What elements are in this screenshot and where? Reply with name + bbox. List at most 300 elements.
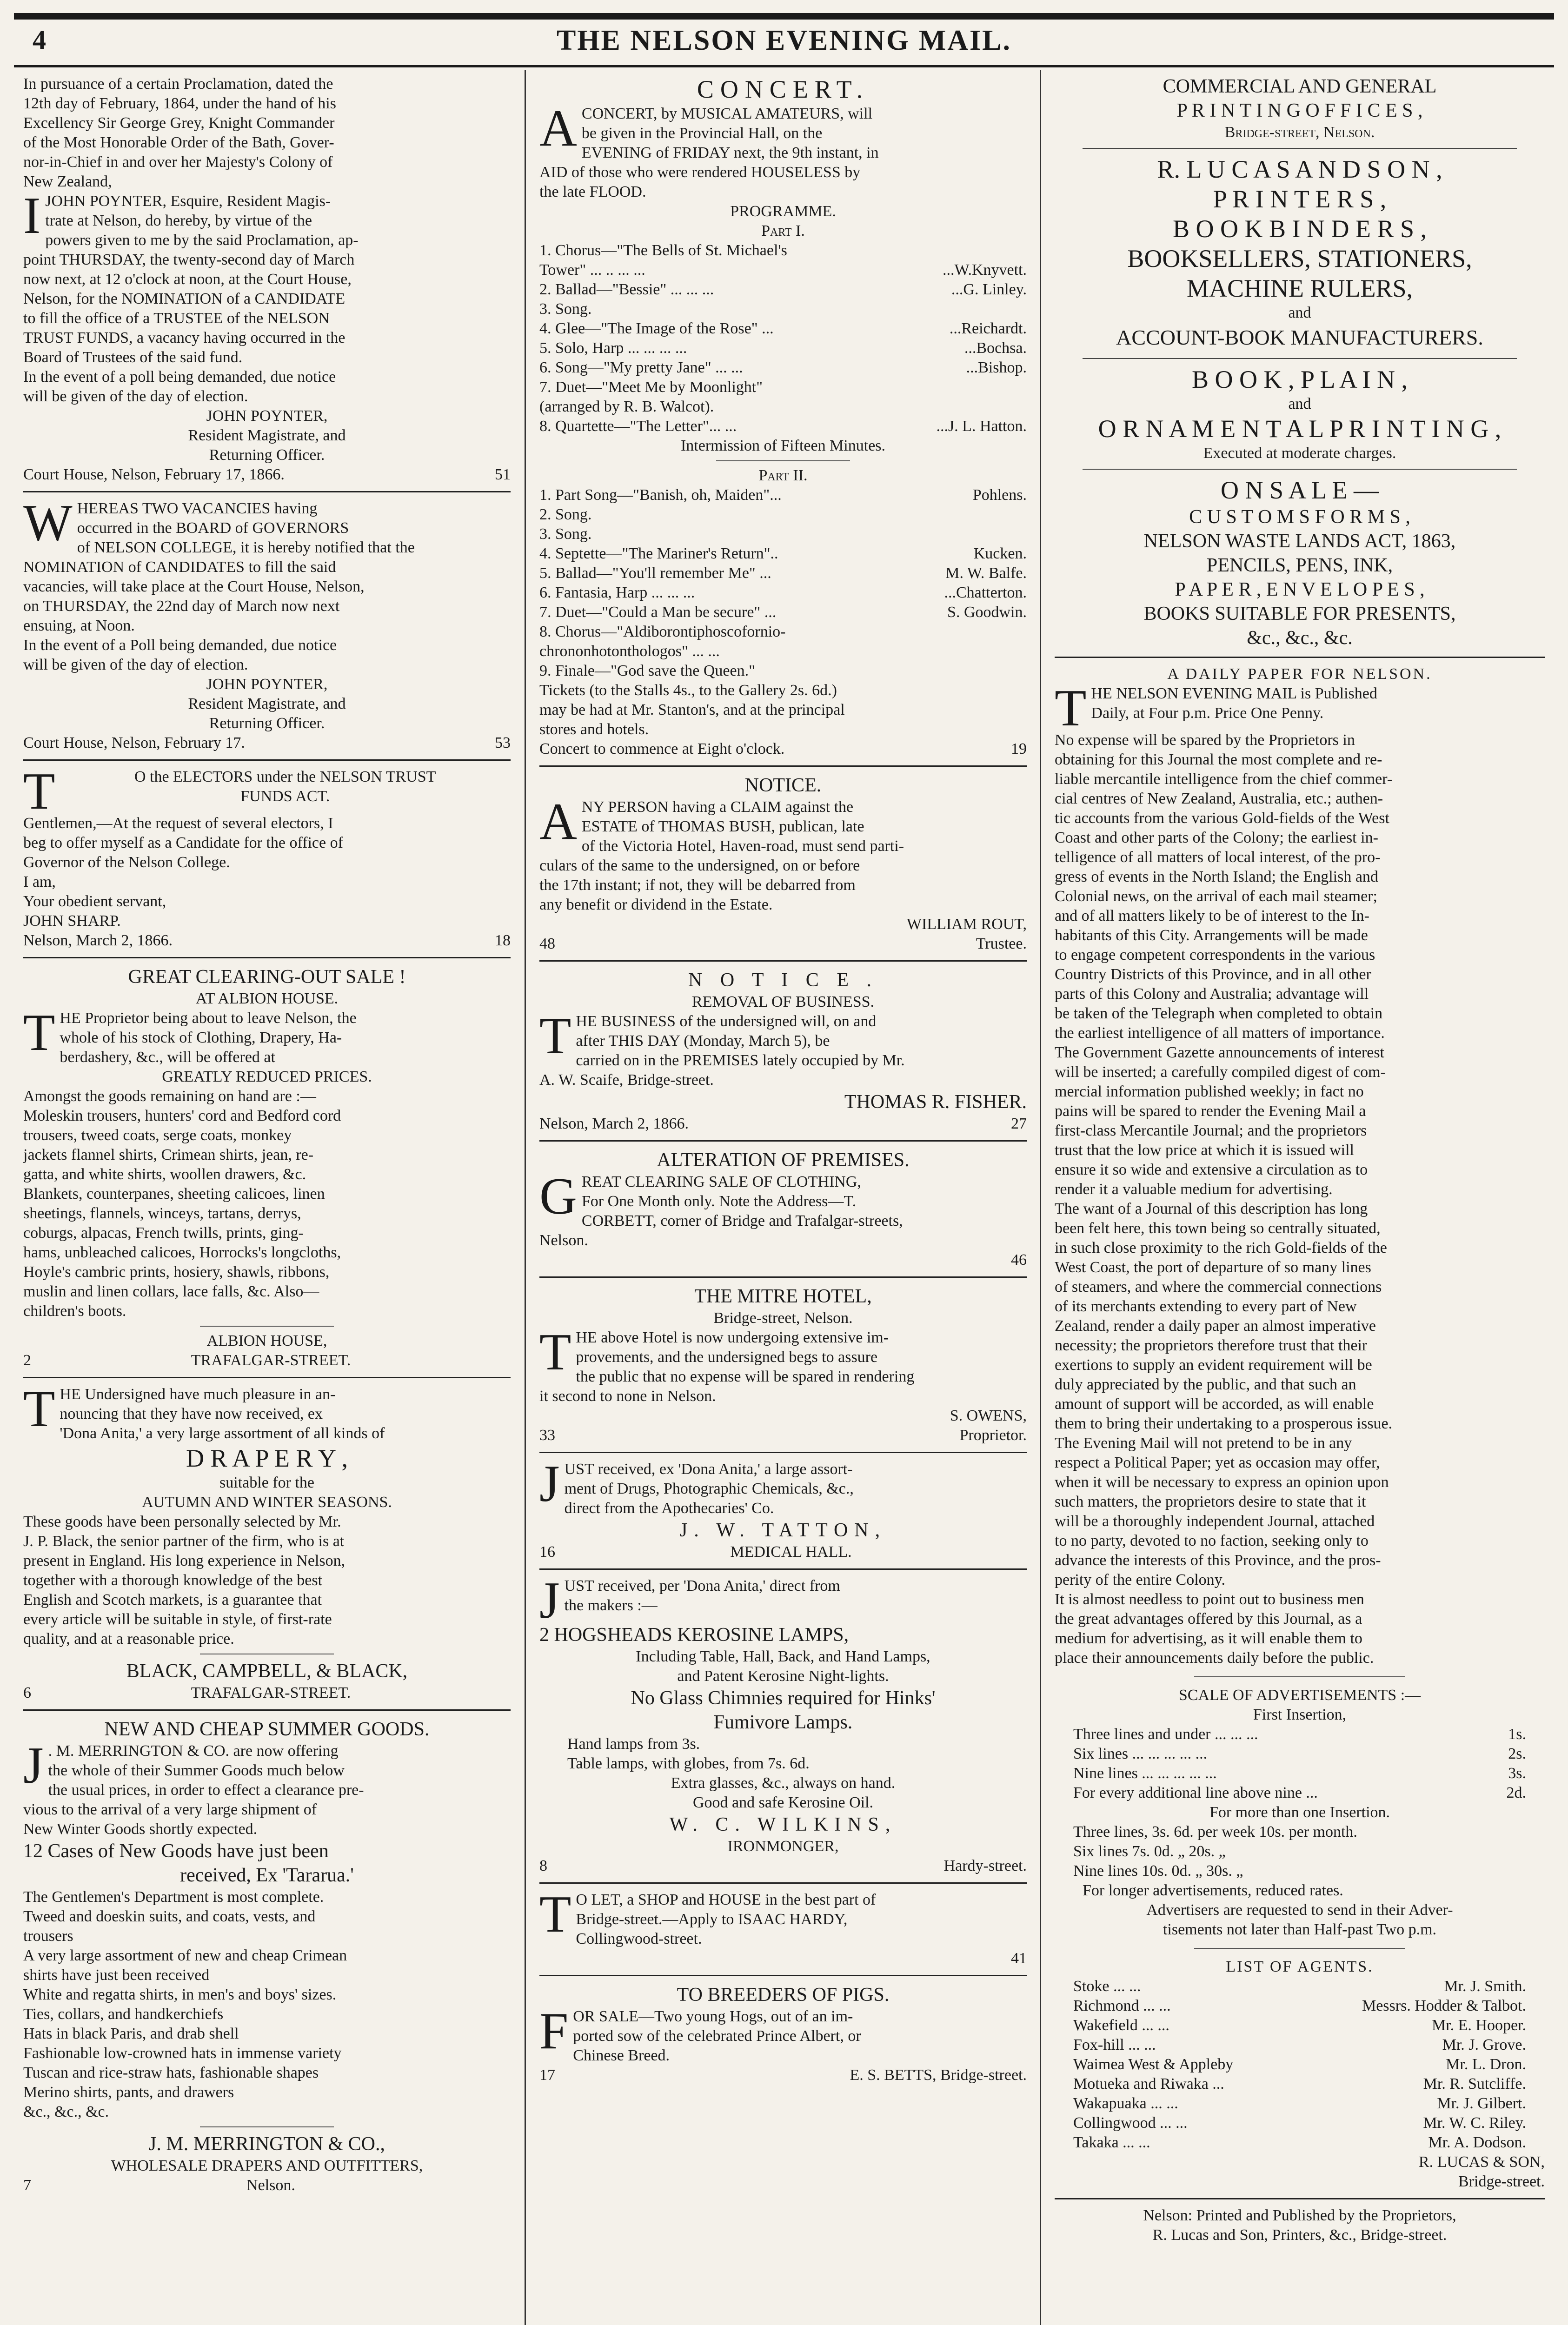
footer: 48 Trustee.	[539, 935, 1027, 952]
rate-line: Three lines, 3s. 6d. per week 10s. per month.	[1073, 1823, 1357, 1840]
cell: Motueka and Riwaka ...	[1073, 2075, 1224, 2092]
body-line: gress of events in the North Island; the English and	[1055, 868, 1378, 885]
body-line: exertions to supply an evident requirement will be	[1055, 1356, 1372, 1374]
cell: Mr. W. C. Riley.	[1423, 2114, 1526, 2132]
imprint	[1055, 2206, 1545, 2245]
signature	[23, 675, 511, 733]
body-line: NOMINATION of CANDIDATES to fill the said	[23, 558, 336, 576]
footer: Court House, Nelson, February 17, 1866. 51	[23, 466, 511, 483]
body-line: respect a Political Paper; yet as occasion may offer,	[1055, 1454, 1380, 1471]
short-rule	[1194, 1676, 1405, 1677]
drop-cap: T	[23, 1380, 55, 1438]
body-line: the great advantages offered by this Journal, as a	[1055, 1610, 1362, 1628]
drop-cap: T	[539, 1007, 571, 1065]
body-line: it second to none in Nelson.	[539, 1388, 716, 1405]
drop-cap: T	[1055, 679, 1087, 737]
body-line: been felt here, this town being so centrally situated,	[1055, 1220, 1381, 1237]
drop-cap: W	[23, 494, 73, 552]
cell: Wakapuaka ... ...	[1073, 2095, 1178, 2112]
body-line: In the event of a Poll being demanded, due notice	[23, 637, 337, 654]
request-line: tisements not later than Half-past Two p.m.	[1163, 1921, 1437, 1938]
body-line: amount of support will be accorded, as will enable	[1055, 1395, 1374, 1413]
imprint-line: Nelson: Printed and Published by the Proprietors,	[1143, 2207, 1456, 2224]
body-line: For One Month only. Note the Address—T.	[581, 1193, 857, 1210]
body-line: liable mercantile intelligence from the chief commer-	[1055, 771, 1393, 788]
body-line: provements, and the undersigned begs to assure	[576, 1348, 878, 1366]
tickets-line: may be had at Mr. Stanton's, and at the principal	[539, 701, 845, 718]
goods-line: coburgs, alpacas, French twills, prints, ging-	[23, 1224, 304, 1242]
ad-title: TO BREEDERS OF PIGS.	[677, 1984, 890, 2006]
college-ad	[23, 494, 511, 753]
body-line: vacancies, will take place at the Court House, Nelson,	[23, 578, 365, 595]
cell: Mr. J. Gilbert.	[1437, 2095, 1526, 2112]
divider	[539, 960, 1027, 962]
body-line: AID of those who were rendered HOUSELESS by	[539, 164, 861, 181]
cell: Stoke ... ...	[1073, 1978, 1141, 1995]
goods-line: &c., &c., &c.	[23, 2103, 109, 2120]
body-line: O LET, a SHOP and HOUSE in the best part of	[576, 1891, 876, 1908]
ad-subtitle: REMOVAL OF BUSINESS.	[691, 993, 875, 1010]
body-line: J. P. Black, the senior partner of the firm, who is at	[23, 1533, 345, 1550]
trade-line: MACHINE RULERS,	[1186, 274, 1413, 302]
body-line: vious to the arrival of a very large shipment of	[23, 1801, 317, 1818]
programme-item	[539, 544, 1027, 564]
signature-line: Resident Magistrate, and	[188, 695, 346, 712]
cell: Messrs. Hodder & Talbot.	[1362, 1997, 1526, 2014]
longer-ads: For longer advertisements, reduced rates.	[1083, 1882, 1343, 1899]
footer: 33 Proprietor.	[539, 1427, 1027, 1444]
first-insertion: First Insertion,	[1253, 1706, 1347, 1723]
drop-cap: J	[539, 1572, 560, 1629]
proclamation-ad	[23, 74, 511, 485]
body-line: HE NELSON EVENING MAIL is Published	[1091, 685, 1377, 702]
cell: 7. Duet—"Could a Man be secure" ...	[539, 604, 777, 621]
body-line: point THURSDAY, the twenty-second day of March	[23, 251, 355, 268]
trade-line: BOOKSELLERS, STATIONERS,	[1127, 245, 1472, 272]
top-rule	[14, 13, 1554, 20]
body-line: after THIS DAY (Monday, March 5), be	[576, 1032, 830, 1050]
body-line: to engage competent correspondents in the various	[1055, 946, 1375, 963]
goods-line: Tweed and doeskin suits, and coats, vests, and	[23, 1908, 316, 1925]
ad-title: CONCERT.	[697, 75, 870, 103]
body-line: HE Proprietor being about to leave Nelson, the	[60, 1010, 357, 1027]
cell: 2. Ballad—"Bessie" ... ... ...	[539, 281, 714, 298]
body-line: The want of a Journal of this description has long	[1055, 1200, 1368, 1217]
cell: chrononhotonthologos" ... ...	[539, 643, 720, 660]
body-line: the late FLOOD.	[539, 183, 646, 200]
body-line: 'Dona Anita,' a very large assortment of all kinds of	[60, 1425, 385, 1442]
albion-sale-ad	[23, 965, 511, 1370]
ad-title: COMMERCIAL AND GENERAL	[1163, 76, 1437, 97]
agent-row	[1073, 2113, 1526, 2133]
cell: 7. Duet—"Meet Me by Moonlight"	[539, 379, 763, 396]
footer: 8 Hardy-street.	[539, 1857, 1027, 1874]
agent-row	[1073, 1996, 1526, 2016]
ad-title: N O T I C E .	[688, 970, 878, 991]
signature-line: Resident Magistrate, and	[188, 427, 346, 444]
request-line: Advertisers are requested to send in their Adver-	[1146, 1901, 1453, 1919]
body-line: the usual prices, in order to effect a clearance pre-	[48, 1781, 364, 1799]
drapery-heading: D R A P E R Y ,	[186, 1444, 348, 1472]
footer: 16 MEDICAL HALL.	[539, 1543, 852, 1561]
goods-line: sheetings, flannels, winceys, tartans, derrys,	[23, 1205, 301, 1222]
goods-line: jackets flannel shirts, Crimean shirts, jean, re-	[23, 1146, 314, 1163]
body-line: HE above Hotel is now undergoing extensive im-	[576, 1329, 889, 1346]
body-line: In the event of a poll being demanded, due notice	[23, 368, 336, 385]
body-line: beg to offer myself as a Candidate for the office of	[23, 834, 343, 851]
body-line: HEREAS TWO VACANCIES having	[77, 500, 318, 517]
rate-line: Nine lines 10s. 0d. „ 30s. „	[1073, 1862, 1243, 1880]
body-line: be taken of the Telegraph when completed to obtain	[1055, 1005, 1383, 1022]
footer: Nelson, March 2, 1866. 18	[23, 932, 511, 949]
body-line: powers given to me by the said Proclamation, ap-	[45, 232, 359, 249]
body-line: Coast and other parts of the Colony; the earliest in-	[1055, 829, 1378, 846]
body-line: Nelson, for the NOMINATION of a CANDIDATE	[23, 290, 345, 307]
body-line: on THURSDAY, the 22nd day of March now next	[23, 598, 340, 615]
body-line: Daily, at Four p.m. Price One Penny.	[1091, 704, 1324, 722]
wilkins-ad	[539, 1572, 1027, 1876]
cell: (arranged by R. B. Walcot).	[539, 398, 714, 415]
body-line: any benefit or dividend in the Estate.	[539, 896, 773, 913]
cell: M. W. Balfe.	[945, 565, 1027, 582]
programme-item	[539, 583, 1027, 603]
body-line: medium for advertising, as it will enable them to	[1055, 1630, 1362, 1647]
programme-item	[539, 642, 1027, 661]
drop-cap: J	[539, 1455, 560, 1513]
body-line: present in England. His long experience in Nelson,	[23, 1552, 345, 1569]
extra-glasses: Extra glasses, &c., always on hand.	[671, 1774, 896, 1792]
cell: ...G. Linley.	[951, 281, 1027, 298]
body-line: parts of this Colony and Australia; advantage will	[1055, 985, 1369, 1003]
goods-line: Merino shirts, pants, and drawers	[23, 2084, 234, 2101]
moderate-charges: Executed at moderate charges.	[1203, 445, 1396, 462]
kerosine-oil: Good and safe Kerosine Oil.	[692, 1794, 874, 1811]
programme-item	[539, 525, 1027, 544]
firm-name: R. L U C A S A N D S O N ,	[1157, 155, 1442, 183]
cell: Mr. J. Grove.	[1442, 2036, 1526, 2053]
body-line: Your obedient servant,	[23, 893, 166, 910]
goods-line: Blankets, counterpanes, sheeting calicoes, linen	[23, 1185, 325, 1202]
agents-title: LIST OF AGENTS.	[1226, 1958, 1374, 1975]
cell: 1. Part Song—"Banish, oh, Maiden"...	[539, 486, 782, 504]
short-rule	[716, 460, 850, 461]
body-line: Zealand, render a daily paper an almost imperative	[1055, 1317, 1376, 1335]
street: Bridge-street.	[1458, 2173, 1545, 2190]
tickets-line: Tickets (to the Stalls 4s., to the Gallery 2s. 6d.)	[539, 682, 837, 699]
account-books: ACCOUNT-BOOK MANUFACTURERS.	[1116, 326, 1483, 349]
body-line: in such close proximity to the rich Gold-fields of the	[1055, 1239, 1387, 1256]
body-line: be given in the Provincial Hall, on the	[581, 125, 823, 142]
cell: Six lines ... ... ... ... ...	[1073, 1745, 1208, 1762]
body-line: perity of the entire Colony.	[1055, 1571, 1225, 1588]
ad-title: ALTERATION OF PREMISES.	[657, 1149, 910, 1171]
heading-line: FUNDS ACT.	[240, 788, 330, 805]
ad-title: P R I N T I N G O F F I C E S ,	[1176, 100, 1423, 121]
daily-paper-ad	[1055, 664, 1545, 1668]
goods-line: muslin and linen collars, lace falls, &c. Also—	[23, 1283, 319, 1300]
drop-cap: I	[23, 187, 41, 245]
preamble	[23, 74, 511, 192]
cell: Three lines and under ... ... ...	[1073, 1726, 1258, 1743]
imprint-line: R. Lucas and Son, Printers, &c., Bridge-street.	[1152, 2226, 1447, 2244]
body-line: ESTATE of THOMAS BUSH, publican, late	[581, 818, 864, 835]
programme-item	[539, 358, 1027, 378]
lamps-heading: 2 HOGSHEADS KEROSINE LAMPS,	[539, 1624, 849, 1646]
cell: Kucken.	[973, 545, 1027, 562]
ornamental-printing: O R N A M E N T A L P R I N T I N G ,	[1098, 415, 1502, 443]
programme-item	[539, 339, 1027, 358]
short-rule	[1083, 148, 1517, 149]
body-line: obtaining for this Journal the most complete and re-	[1055, 751, 1382, 768]
divider	[23, 491, 511, 492]
cases-line: 12 Cases of New Goods have just been	[23, 1840, 329, 1862]
body-line: I am,	[23, 873, 56, 890]
short-rule	[200, 2126, 334, 2127]
trade-line: P R I N T E R S ,	[1213, 185, 1387, 213]
body-line: duly appreciated by the public, and that such an	[1055, 1376, 1356, 1393]
body-line: CORBETT, corner of Bridge and Trafalgar-streets,	[581, 1212, 903, 1229]
short-rule	[1083, 469, 1517, 470]
divider	[539, 1276, 1027, 1278]
header-rule	[14, 65, 1554, 67]
body-line: every article will be suitable in style, of first-rate	[23, 1611, 332, 1628]
goods-line: Fashionable low-crowned hats in immense variety	[23, 2045, 342, 2062]
divider	[23, 1377, 511, 1378]
body-line: culars of the same to the undersigned, on or before	[539, 857, 860, 874]
cell: Mr. A. Dodson.	[1428, 2134, 1526, 2151]
goods-line: Moleskin trousers, hunters' cord and Bedford cord	[23, 1107, 341, 1124]
forms-line: C U S T O M S F O R M S ,	[1189, 506, 1410, 528]
reduced-prices: GREATLY REDUCED PRICES.	[162, 1068, 372, 1085]
tickets-line: stores and hotels.	[539, 721, 649, 738]
drop-cap: T	[539, 1323, 571, 1381]
programme-item	[539, 260, 1027, 280]
bush-estate-notice	[539, 773, 1027, 954]
body-line: EVENING of FRIDAY next, the 9th instant, in	[581, 144, 879, 161]
short-rule	[1083, 358, 1517, 359]
cell: 8. Chorus—"Aldiborontiphoscofornio-	[539, 623, 786, 640]
agent-row	[1073, 2133, 1526, 2152]
body-line: will be given of the day of election.	[23, 388, 248, 405]
address: Bridge-street, Nelson.	[1224, 124, 1375, 141]
cell: Fox-hill ... ...	[1073, 2036, 1156, 2053]
alteration-ad	[539, 1148, 1027, 1270]
advert-scale	[1055, 1686, 1545, 1940]
cell: Richmond ... ...	[1073, 1997, 1171, 2014]
firm-trade: WHOLESALE DRAPERS AND OUTFITTERS,	[111, 2157, 423, 2174]
goods-line: White and regatta shirts, in men's and boys' sizes.	[23, 1986, 337, 2003]
cell: S. Goodwin.	[947, 604, 1027, 621]
goods-line: Ties, collars, and handkerchiefs	[23, 2006, 224, 2023]
body-line: will be inserted; a carefully compiled digest of com-	[1055, 1063, 1386, 1081]
body-line: direct from the Apothecaries' Co.	[564, 1500, 774, 1517]
column-3	[1055, 74, 1545, 2325]
body	[23, 187, 511, 406]
cell: Tower" ... .. ... ...	[539, 261, 645, 279]
divider	[539, 765, 1027, 767]
body-line: of NELSON COLLEGE, it is hereby notified that the	[77, 539, 415, 556]
agent-row	[1073, 2074, 1526, 2094]
programme-item	[539, 505, 1027, 525]
goods-line: gatta, and white shirts, woollen drawers, &c.	[23, 1166, 306, 1183]
forms-line: BOOKS SUITABLE FOR PRESENTS,	[1143, 603, 1456, 624]
on-sale: O N S A L E —	[1220, 476, 1379, 504]
column-1	[23, 74, 511, 2325]
forms-line: NELSON WASTE LANDS ACT, 1863,	[1143, 531, 1456, 552]
goods-line: hams, unbleached calicoes, Horrocks's longcloths,	[23, 1244, 341, 1261]
drop-cap: T	[539, 1886, 571, 1943]
body-line: JOHN POYNTER, Esquire, Resident Magis-	[45, 193, 331, 210]
cell: ...Reichardt.	[949, 320, 1027, 337]
goods-line: A very large assortment of new and cheap Crimean	[23, 1947, 347, 1964]
signature-line: Returning Officer.	[209, 446, 325, 464]
cell: ...J. L. Hatton.	[936, 418, 1027, 435]
body-line: them to bring their undertaking to a prosperous issue.	[1055, 1415, 1393, 1432]
divider	[539, 1975, 1027, 1976]
body-line: Chinese Breed.	[573, 2047, 670, 2064]
agent-row	[1073, 2035, 1526, 2055]
body-line: carried on in the PREMISES lately occupied by Mr.	[576, 1052, 905, 1069]
more-insertions: For more than one Insertion.	[1209, 1804, 1390, 1821]
body-line: These goods have been personally selected by Mr.	[23, 1513, 341, 1530]
programme-item	[539, 241, 1027, 260]
body-line: Collingwood-street.	[576, 1930, 702, 1947]
divider	[539, 1452, 1027, 1453]
divider	[23, 957, 511, 958]
cell: ...Bishop.	[966, 359, 1027, 376]
body-line: the whole of their Summer Goods much below	[48, 1762, 345, 1779]
body-line: CONCERT, by MUSICAL AMATEURS, will	[581, 105, 873, 122]
body-line: place their announcements daily before the public.	[1055, 1649, 1374, 1667]
cell: 4. Glee—"The Image of the Rose" ...	[539, 320, 774, 337]
and-text: and	[1288, 395, 1311, 412]
body-line: ensuing, at Noon.	[23, 617, 135, 634]
drop-cap: J	[23, 1737, 44, 1794]
goods-line: trousers, tweed coats, serge coats, monkey	[23, 1127, 292, 1144]
body-line: ported sow of the celebrated Prince Albert, or	[573, 2027, 861, 2045]
printing-offices-ad	[1055, 74, 1545, 650]
trade-line: B O O K B I N D E R S ,	[1172, 215, 1427, 243]
short-rule	[1194, 1948, 1405, 1949]
body-line: No expense will be spared by the Proprietors in	[1055, 731, 1355, 749]
goods-line: Tuscan and rice-straw hats, fashionable shapes	[23, 2064, 319, 2081]
goods-line: Hats in black Paris, and drab shell	[23, 2025, 239, 2042]
body-line: New Winter Goods shortly expected.	[23, 1820, 258, 1838]
body-line: quality, and at a reasonable price.	[23, 1630, 234, 1647]
cell: Pohlens.	[972, 486, 1027, 504]
body-line: habitants of this City. Arrangements will be made	[1055, 927, 1368, 944]
body-line: UST received, per 'Dona Anita,' direct from	[564, 1577, 840, 1594]
body-line: ensure it so wide and extensive a circulation as to	[1055, 1161, 1368, 1178]
goods-line: shirts have just been received	[23, 1966, 210, 1984]
cell: 2s.	[1508, 1745, 1526, 1762]
page-number: 4	[33, 25, 46, 55]
summer-goods-ad	[23, 1717, 511, 2195]
book-plain: B O O K , P L A I N ,	[1191, 365, 1408, 393]
body-line: ment of Drugs, Photographic Chemicals, &c.,	[564, 1480, 854, 1497]
tatton-ad	[539, 1455, 1027, 1562]
divider	[539, 1140, 1027, 1142]
programme-item	[539, 417, 1027, 436]
body-line: OR SALE—Two young Hogs, out of an im-	[573, 2008, 853, 2025]
cell: 6. Song—"My pretty Jane" ... ...	[539, 359, 743, 376]
chimney-line: No Glass Chimnies required for Hinks'	[631, 1687, 936, 1709]
heading-line: O the ELECTORS under the NELSON TRUST	[134, 768, 436, 785]
goods-line: Amongst the goods remaining on hand are :—	[23, 1088, 316, 1105]
cell: ...Bochsa.	[964, 339, 1027, 357]
body-line: whole of his stock of Clothing, Drapery, Ha-	[60, 1029, 342, 1046]
ad-title: GREAT CLEARING-OUT SALE !	[128, 966, 406, 988]
body-line: Board of Trustees of the said fund.	[23, 349, 243, 366]
programme-heading: PROGRAMME.	[730, 203, 836, 220]
divider	[23, 759, 511, 761]
body-line: necessity; the proprietors therefore trust that their	[1055, 1337, 1368, 1354]
programme-item	[539, 319, 1027, 339]
cell: 1. Chorus—"The Bells of St. Michael's	[539, 242, 787, 259]
body-line: to no party, devoted to no faction, seeking only to	[1055, 1532, 1369, 1549]
column-divider	[1040, 70, 1041, 2325]
body-line: the public that no expense will be spared in rendering	[576, 1368, 915, 1385]
body-line: the makers :—	[564, 1597, 658, 1614]
programme-item	[539, 280, 1027, 299]
body-line: Bridge-street.—Apply to ISAAC HARDY,	[576, 1911, 848, 1928]
cell: Wakefield ... ...	[1073, 2017, 1169, 2034]
body-line: and of all matters likely to be of interest to the In-	[1055, 907, 1369, 924]
cell: 5. Ballad—"You'll remember Me" ...	[539, 565, 771, 582]
forms-line: P A P E R , E N V E L O P E S ,	[1175, 579, 1425, 600]
body-line: mercial information published weekly; in fact no	[1055, 1083, 1364, 1100]
body-line: cial centres of New Zealand, Australia, etc.; authen-	[1055, 790, 1383, 807]
programme-item	[539, 564, 1027, 583]
forms-line: PENCILS, PENS, INK,	[1206, 555, 1393, 576]
ad-number: 41	[1011, 1950, 1027, 1967]
body-line: The Evening Mail will not pretend to be in any	[1055, 1435, 1352, 1452]
body-line: of its merchants extending to every part of New	[1055, 1298, 1357, 1315]
and-text: and	[1288, 304, 1311, 321]
rate-line: Six lines 7s. 0d. „ 20s. „	[1073, 1843, 1226, 1860]
agent-row	[1073, 2016, 1526, 2035]
drop-cap: A	[539, 793, 577, 850]
body-line: Country Districts of this Province, and in all other	[1055, 966, 1371, 983]
cell: 5. Solo, Harp ... ... ... ...	[539, 339, 687, 357]
scale-title: SCALE OF ADVERTISEMENTS :—	[1178, 1687, 1421, 1704]
preamble-line: Excellency Sir George Grey, Knight Commander	[23, 114, 335, 132]
agent-row	[1073, 2055, 1526, 2074]
cell: Takaka ... ...	[1073, 2134, 1150, 2151]
body-line: pains will be spared to render the Evening Mail a	[1055, 1103, 1366, 1120]
seasons-text: AUTUMN AND WINTER SEASONS.	[142, 1494, 392, 1511]
agent-row	[1073, 1977, 1526, 1996]
ad-title: NEW AND CHEAP SUMMER GOODS.	[104, 1719, 430, 1740]
lamps-detail: Including Table, Hall, Back, and Hand Lamps,	[636, 1648, 930, 1665]
divider	[23, 1709, 511, 1711]
footer: Court House, Nelson, February 17. 53	[23, 734, 511, 751]
body-line: will be given of the day of election.	[23, 656, 248, 673]
footer: Concert to commence at Eight o'clock. 19	[539, 740, 1027, 757]
programme-item	[539, 485, 1027, 505]
cell: 2. Song.	[539, 506, 592, 523]
suitable-text: suitable for the	[219, 1474, 314, 1491]
price-line: Hand lamps from 3s.	[567, 1735, 700, 1753]
body-line: will be a thoroughly independent Journal, attached	[1055, 1513, 1375, 1530]
cell: 1s.	[1508, 1726, 1526, 1743]
body-line: trust that the low price at which it is issued will	[1055, 1142, 1355, 1159]
signature-line: JOHN POYNTER,	[206, 676, 328, 693]
newspaper-title: THE NELSON EVENING MAIL.	[556, 25, 1012, 56]
cell: Waimea West & Appleby	[1073, 2056, 1234, 2073]
cell: 6. Fantasia, Harp ... ... ...	[539, 584, 695, 601]
programme-item	[539, 299, 1027, 319]
